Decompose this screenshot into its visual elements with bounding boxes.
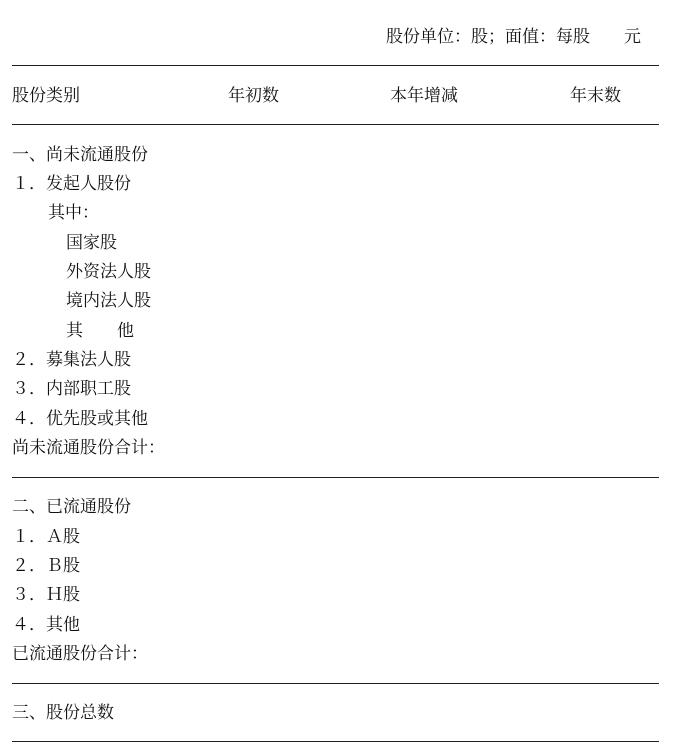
row-preferred-shares: ４．优先股或其他 [12, 409, 148, 429]
col-header-category: 股份类别 [12, 86, 80, 106]
row-foreign-legal-shares: 外资法人股 [66, 262, 151, 282]
col-header-begin: 年初数 [228, 86, 279, 106]
row-other-tradable: ４．其他 [12, 615, 80, 635]
section2-rule [12, 683, 659, 684]
row-b-shares: ２．Ｂ股 [12, 556, 80, 576]
row-employee-shares: ３．内部职工股 [12, 379, 131, 399]
row-nontradable-total: 尚未流通股份合计： [12, 438, 165, 458]
row-a-shares: １．Ａ股 [12, 527, 80, 547]
top-rule [12, 65, 659, 66]
row-other: 其 他 [66, 321, 134, 341]
header-rule [12, 124, 659, 125]
row-promoter-shares: １．发起人股份 [12, 174, 131, 194]
section3-title: 三、股份总数 [12, 703, 114, 723]
row-tradable-total: 已流通股份合计： [12, 644, 148, 664]
row-raised-legal-shares: ２．募集法人股 [12, 350, 131, 370]
row-h-shares: ３．Ｈ股 [12, 585, 80, 605]
section2-title: 二、已流通股份 [12, 497, 131, 517]
bottom-rule [12, 741, 659, 742]
row-domestic-legal-shares: 境内法人股 [66, 291, 151, 311]
col-header-end: 年末数 [570, 86, 621, 106]
col-header-change: 本年增减 [390, 86, 458, 106]
row-among: 其中： [48, 203, 99, 223]
section1-rule [12, 477, 659, 478]
row-state-shares: 国家股 [66, 233, 117, 253]
unit-line: 股份单位：股；面值：每股 元 [386, 27, 641, 47]
section1-title: 一、尚未流通股份 [12, 145, 148, 165]
